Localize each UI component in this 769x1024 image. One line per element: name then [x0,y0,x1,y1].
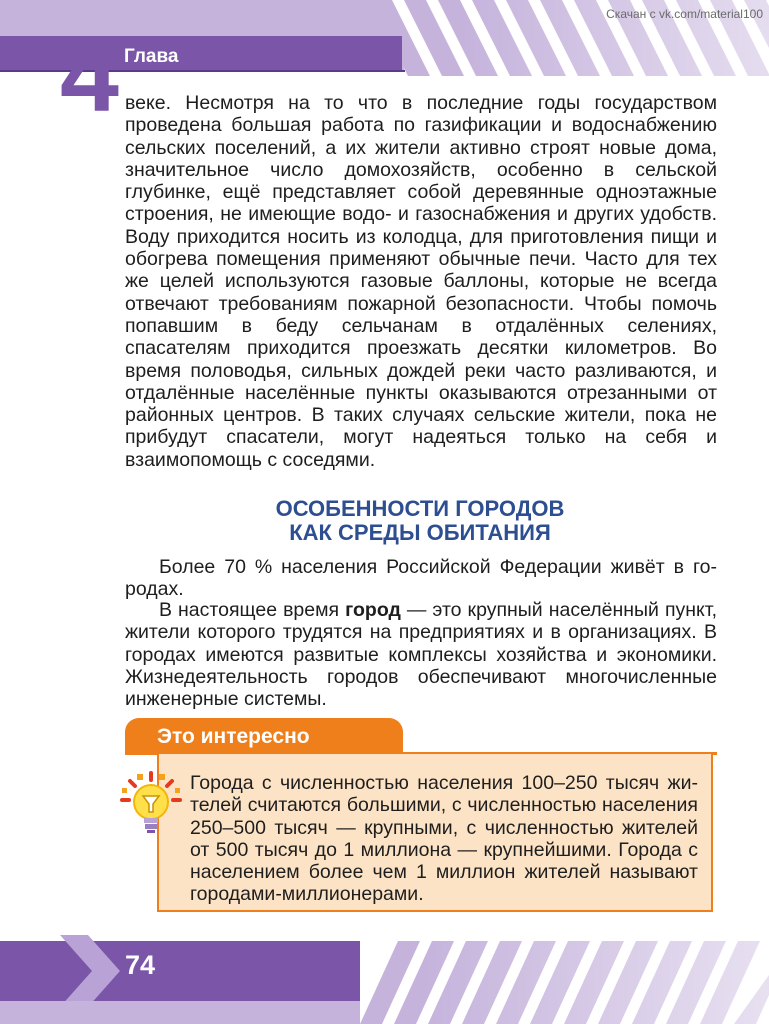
watermark: Скачан с vk.com/material100 [606,7,763,21]
info-box-title: Это интересно [157,725,310,748]
section-heading-line-2: КАК СРЕДЫ ОБИТАНИЯ [289,520,551,545]
footer-stripes [0,935,769,1024]
paragraph-1: веке. Несмотря на то что в последние годы государством проведена большая работа по газификации и водоснабжению сельских поселений, а их жители активно строят новые дома, значительное число домохозяйств, особенно в сельской глубинке, ещё представляет собой деревянные одноэтажные строения, не имеющие водо- и газоснабжения и других удобств. Воду приходится носить из колодца, для приготовления пищи и обогрева помещения применяют обычные печи. Часто для тех же целей используются газовые баллоны, которые не всегда отвечают требованиям пожарной безопасности. Чтобы помочь попавшим в беду сельчанам в отдалённых селениях, спасателям приходится проезжать десятки километров. Во время половодья, сильных дождей реки часто разливаются, и отдалённые населённые пункты оказываются отрезанными от районных центров. В таких случаях сельские жители, пока не прибудут спасатели, могут надеяться только на себя и взаимопомощь с соседями. [125,92,717,471]
paragraph-3-end: — это крупный населённый пункт, жители которого трудятся на предприятиях и в организациях. В городах имеются развитые комплексы хозяйства и экономики. Жизнедеятельность городов обеспечивают многочисленные инженерные системы. [125,599,717,711]
paragraph-2: Более 70 % населения Российской Федерации живёт в городах. [125,556,717,601]
footer-band [0,935,769,1024]
section-heading [120,497,720,545]
page-number: 74 [125,950,156,980]
info-box-text: Города с численностью населения 100–250 тысяч жителей считаются большими, с численностью населения 250–500 тысяч — крупными, с численностью жителей от 500 тысяч до 1 миллиона — крупнейшими. Города с населением более чем 1 миллион жителей называют городами-миллионерами. [190,772,698,906]
section-heading-line-1: ОСОБЕННОСТИ ГОРОДОВ [275,496,565,521]
chapter-number: 4 [60,16,117,134]
chapter-label: Глава [124,46,179,67]
lightbulb-icon [118,770,184,836]
paragraph-3-start: В настоящее время [159,599,346,621]
paragraph-3 [125,599,717,710]
term-city: город [345,599,401,621]
